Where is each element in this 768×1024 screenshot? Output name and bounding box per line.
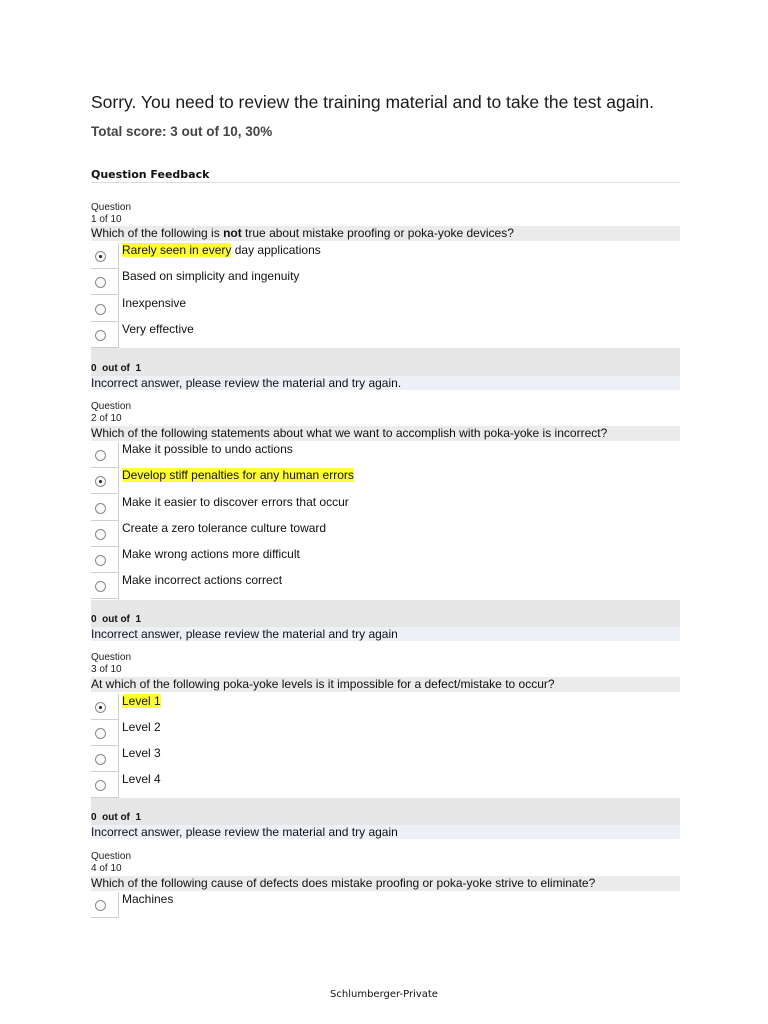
radio-button[interactable] [95,754,106,765]
question-text: At which of the following poka-yoke levels is it impossible for a defect/mistake to occur? [91,677,680,692]
result-headline: Sorry. You need to review the training material and to take the test again. [91,92,654,112]
radio-cell [91,892,119,918]
result-box [91,348,680,376]
question-number: 1 of 10 [91,214,122,225]
radio-cell [91,243,119,269]
answer-option[interactable] [91,547,300,573]
answer-label: Based on simplicity and ingenuity [122,269,300,283]
radio-cell [91,269,119,295]
radio-button[interactable] [95,900,106,911]
radio-button-checked[interactable] [95,476,106,487]
answer-option[interactable] [91,468,354,494]
radio-cell [91,322,119,348]
radio-button[interactable] [95,529,106,540]
radio-button[interactable] [95,277,106,288]
radio-button[interactable] [95,581,106,592]
question-text: Which of the following is not true about mistake proofing or poka-yoke devices? [91,226,680,241]
radio-button[interactable] [95,555,106,566]
radio-cell [91,694,119,720]
radio-button-checked[interactable] [95,702,106,713]
total-score: Total score: 3 out of 10, 30% [91,124,273,139]
question-number: 4 of 10 [91,863,122,874]
answer-label: Develop stiff penalties for any human errors [122,468,354,482]
radio-cell [91,720,119,746]
radio-cell [91,772,119,798]
answer-option[interactable] [91,521,327,547]
question-number: 3 of 10 [91,664,122,675]
answer-option[interactable] [91,892,251,918]
radio-cell [91,442,119,468]
answer-option[interactable] [91,720,251,746]
answer-option[interactable] [91,573,283,599]
radio-cell [91,547,119,573]
divider [91,182,680,183]
question-feedback-heading: Question Feedback [91,168,210,181]
answer-label: Very effective [122,322,194,336]
radio-button[interactable] [95,450,106,461]
answer-option[interactable] [91,269,300,295]
radio-button[interactable] [95,330,106,341]
answer-option[interactable] [91,746,251,772]
answer-label: Level 4 [122,772,161,786]
answer-label: Make incorrect actions correct [122,573,283,587]
feedback-message: Incorrect answer, please review the material and try again [91,627,680,641]
question-label: Question [91,851,132,862]
answer-option[interactable] [91,322,251,348]
question-text: Which of the following cause of defects does mistake proofing or poka-yoke strive to eliminate? [91,876,680,891]
answer-label: Make it possible to undo actions [122,442,293,456]
question-label: Question [91,202,132,213]
question-score: 0 out of 1 [91,812,141,823]
answer-option[interactable] [91,442,293,468]
question-text: Which of the following statements about what we want to accomplish with poka-yoke is incorrect? [91,426,680,441]
radio-button[interactable] [95,780,106,791]
answer-option[interactable] [91,495,349,521]
result-box [91,600,680,628]
radio-button[interactable] [95,503,106,514]
answer-label: Level 3 [122,746,161,760]
radio-cell [91,573,119,599]
question-score: 0 out of 1 [91,614,141,625]
radio-cell [91,521,119,547]
question-label: Question [91,652,132,663]
answer-label: Inexpensive [122,296,187,310]
answer-label: Level 1 [122,694,161,708]
question-score: 0 out of 1 [91,363,141,374]
footer-classification: Schlumberger-Private [330,989,438,1000]
feedback-message: Incorrect answer, please review the material and try again. [91,376,680,390]
radio-cell [91,468,119,494]
radio-button-checked[interactable] [95,251,106,262]
question-label: Question [91,401,132,412]
question-number: 2 of 10 [91,413,122,424]
answer-label: Machines [122,892,174,906]
answer-option[interactable] [91,694,251,720]
answer-label: Level 2 [122,720,161,734]
radio-cell [91,746,119,772]
answer-option[interactable] [91,296,251,322]
radio-cell [91,296,119,322]
radio-button[interactable] [95,728,106,739]
answer-label: Make it easier to discover errors that occur [122,495,349,509]
answer-option[interactable] [91,772,251,798]
answer-label: Rarely seen in every day applications [122,243,321,257]
answer-label: Make wrong actions more difficult [122,547,300,561]
answer-label: Create a zero tolerance culture toward [122,521,327,535]
result-box [91,798,680,826]
answer-option[interactable] [91,243,321,269]
radio-button[interactable] [95,304,106,315]
radio-cell [91,495,119,521]
feedback-message: Incorrect answer, please review the material and try again [91,825,680,839]
